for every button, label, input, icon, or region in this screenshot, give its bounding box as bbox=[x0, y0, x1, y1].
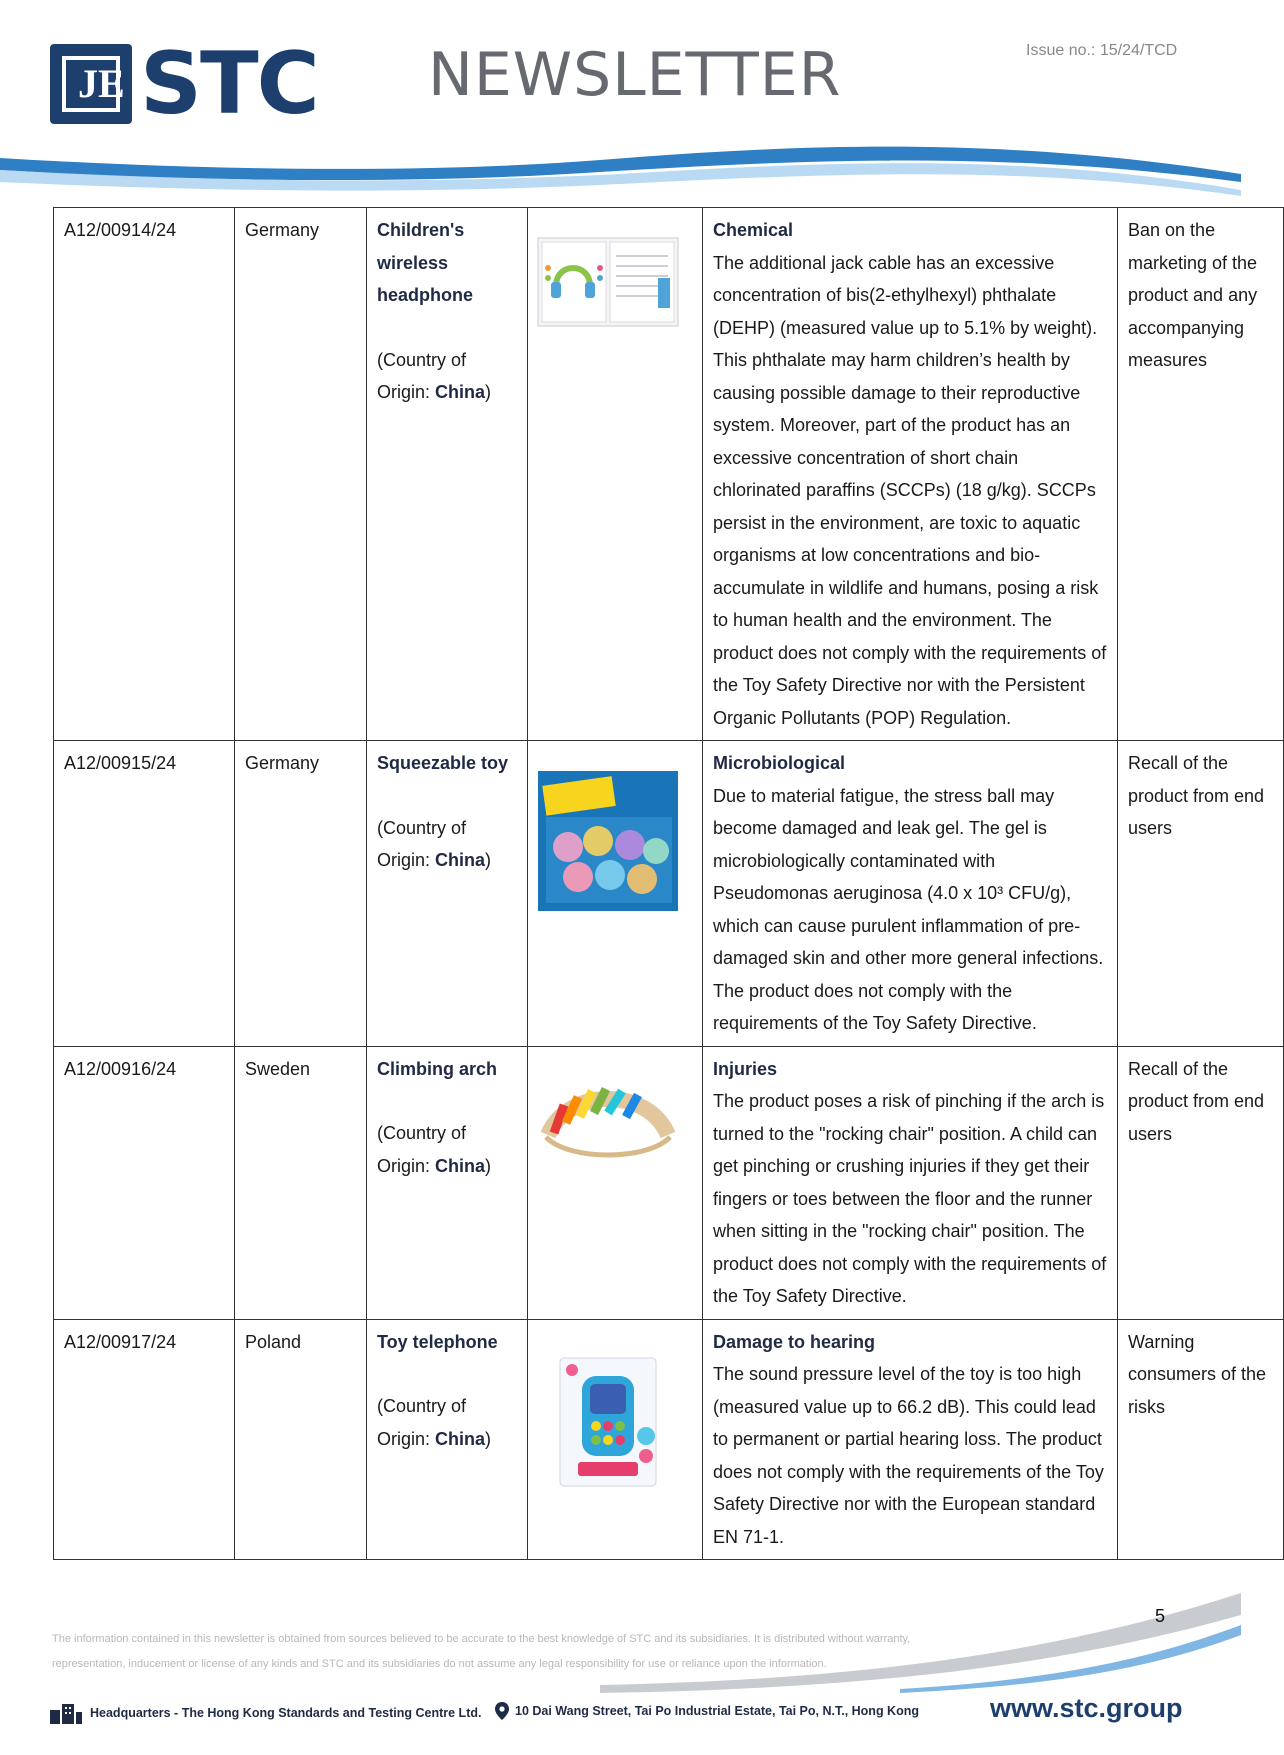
page-number: 5 bbox=[1155, 1606, 1166, 1626]
country-of-origin: (Country of Origin: China) bbox=[377, 817, 492, 870]
risk-cell bbox=[703, 1046, 1118, 1319]
country-cell bbox=[235, 1046, 367, 1319]
header-swoosh bbox=[0, 130, 1241, 200]
address-info bbox=[495, 1702, 919, 1720]
photo-cell bbox=[528, 1319, 703, 1560]
risk-type: Injuries bbox=[713, 1058, 778, 1079]
country-of-origin: (Country of Origin: China) bbox=[377, 1123, 492, 1176]
notifying-country: Germany bbox=[245, 220, 320, 240]
stc-logo bbox=[50, 34, 318, 134]
photo-cell bbox=[528, 741, 703, 1047]
issue-number: Issue no.: 15/24/TCD bbox=[1026, 42, 1178, 59]
reference-cell bbox=[54, 741, 235, 1047]
reference-number: A12/00916/24 bbox=[64, 1058, 177, 1079]
headquarters-info bbox=[48, 1702, 481, 1724]
photo-cell bbox=[528, 208, 703, 741]
risk-description: The product poses a risk of pinching if the arch is turned to the "rocking chair" position. A child can get pinching or crushing injuries if they get their fingers or toes between the floor and the runner when sitting in the "rocking chair" position. The product does not comply with the requirements of the Toy Safety Directive. bbox=[713, 1091, 1107, 1306]
toy-phone-package-photo bbox=[538, 1350, 678, 1501]
risk-description: The sound pressure level of the toy is too high (measured value up to 66.2 dB). This could lead to permanent or partial hearing loss. The product does not comply with the requirements of the Toy Safety Directive nor with the European standard EN 71-1. bbox=[713, 1364, 1104, 1547]
address-text: 10 Dai Wang Street, Tai Po Industrial Estate, Tai Po, N.T., Hong Kong bbox=[515, 1704, 919, 1718]
website-link[interactable]: www.stc.group bbox=[990, 1693, 1183, 1723]
location-pin-icon bbox=[495, 1702, 509, 1720]
country-cell bbox=[235, 741, 367, 1047]
origin-country: China bbox=[435, 382, 486, 402]
stress-ball-box-photo bbox=[538, 771, 678, 922]
reference-number: A12/00914/24 bbox=[64, 220, 177, 240]
measures-cell bbox=[1118, 1046, 1284, 1319]
country-of-origin: (Country of Origin: China) bbox=[377, 1396, 492, 1449]
measures-taken: Warning consumers of the risks bbox=[1128, 1331, 1267, 1417]
product-name: Climbing arch bbox=[377, 1058, 498, 1079]
table-row bbox=[54, 208, 1284, 741]
measures-taken: Recall of the product from end users bbox=[1128, 1058, 1265, 1144]
risk-type: Chemical bbox=[713, 220, 794, 240]
rainbow-arch-photo bbox=[538, 1077, 678, 1178]
notifying-country: Poland bbox=[245, 1331, 302, 1352]
logo-text: STC bbox=[140, 34, 318, 134]
risk-description: Due to material fatigue, the stress ball may become damaged and leak gel. The gel is microbiologically contaminated with Pseudomonas aeruginosa (4.0 x 10³ CFU/g), which can cause purulent inflammation of pre-damaged skin and other more general infections. The product does not comply with the requirements of the Toy Safety Directive. bbox=[713, 785, 1104, 1033]
photo-cell bbox=[528, 1046, 703, 1319]
measures-cell bbox=[1118, 208, 1284, 741]
country-cell bbox=[235, 1319, 367, 1560]
risk-type: Microbiological bbox=[713, 753, 846, 773]
notifying-country: Germany bbox=[245, 753, 320, 773]
product-cell bbox=[367, 1319, 528, 1560]
risk-cell bbox=[703, 741, 1118, 1047]
building-icon bbox=[48, 1702, 84, 1724]
product-name: Toy telephone bbox=[377, 1331, 498, 1352]
stc-logo-mark-icon: JE bbox=[50, 44, 132, 124]
country-cell bbox=[235, 208, 367, 741]
measures-taken: Ban on the marketing of the product and any accompanying measures bbox=[1128, 220, 1258, 370]
product-cell bbox=[367, 1046, 528, 1319]
table-row bbox=[54, 1319, 1284, 1560]
measures-taken: Recall of the product from end users bbox=[1128, 753, 1265, 838]
reference-cell bbox=[54, 1046, 235, 1319]
reference-cell bbox=[54, 1319, 235, 1560]
product-name: Squeezable toy bbox=[377, 753, 509, 773]
table-row bbox=[54, 1046, 1284, 1319]
disclaimer: The information contained in this newsletter is obtained from sources believed to be accurate to the best knowledge of STC and its subsidiaries. It is distributed without warranty, representation, inducement or license of any kinds and STC and its subsidiaries do not assume any legal responsibility for use or reliance upon the information. bbox=[52, 1633, 911, 1670]
reference-number: A12/00915/24 bbox=[64, 753, 177, 773]
headquarters-text: Headquarters - The Hong Kong Standards and Testing Centre Ltd. bbox=[90, 1706, 482, 1720]
product-cell bbox=[367, 741, 528, 1047]
reference-cell bbox=[54, 208, 235, 741]
newsletter-title: NEWSLETTER bbox=[428, 40, 842, 110]
country-of-origin: (Country of Origin: China) bbox=[377, 349, 492, 402]
headphone-package-photo bbox=[538, 238, 678, 337]
measures-cell bbox=[1118, 1319, 1284, 1560]
measures-cell bbox=[1118, 741, 1284, 1047]
table-row bbox=[54, 741, 1284, 1047]
product-name: Children's wireless headphone bbox=[377, 220, 474, 305]
origin-country: China bbox=[435, 1428, 486, 1449]
risk-cell bbox=[703, 1319, 1118, 1560]
origin-country: China bbox=[435, 1155, 486, 1176]
notifying-country: Sweden bbox=[245, 1058, 311, 1079]
product-cell bbox=[367, 208, 528, 741]
rapex-table bbox=[53, 207, 1284, 1560]
origin-country: China bbox=[435, 850, 486, 870]
risk-description: The additional jack cable has an excessive concentration of bis(2-ethylhexyl) phthalate (DEHP) (measured value up to 5.1% by weight). This phthalate may harm children’s health by causing possible damage to their reproductive system. Moreover, part of the product has an excessive concentration of short chain chlorinated paraffins (SCCPs) (18 g/kg). SCCPs persist in the environment, are toxic to aquatic organisms at low concentrations and bio-accumulate in wildlife and humans, posing a risk to human health and the environment. The product does not comply with the requirements of the Toy Safety Directive nor with the Persistent Organic Pollutants (POP) Regulation. bbox=[713, 252, 1107, 728]
reference-number: A12/00917/24 bbox=[64, 1331, 177, 1352]
risk-cell bbox=[703, 208, 1118, 741]
risk-type: Damage to hearing bbox=[713, 1331, 876, 1352]
